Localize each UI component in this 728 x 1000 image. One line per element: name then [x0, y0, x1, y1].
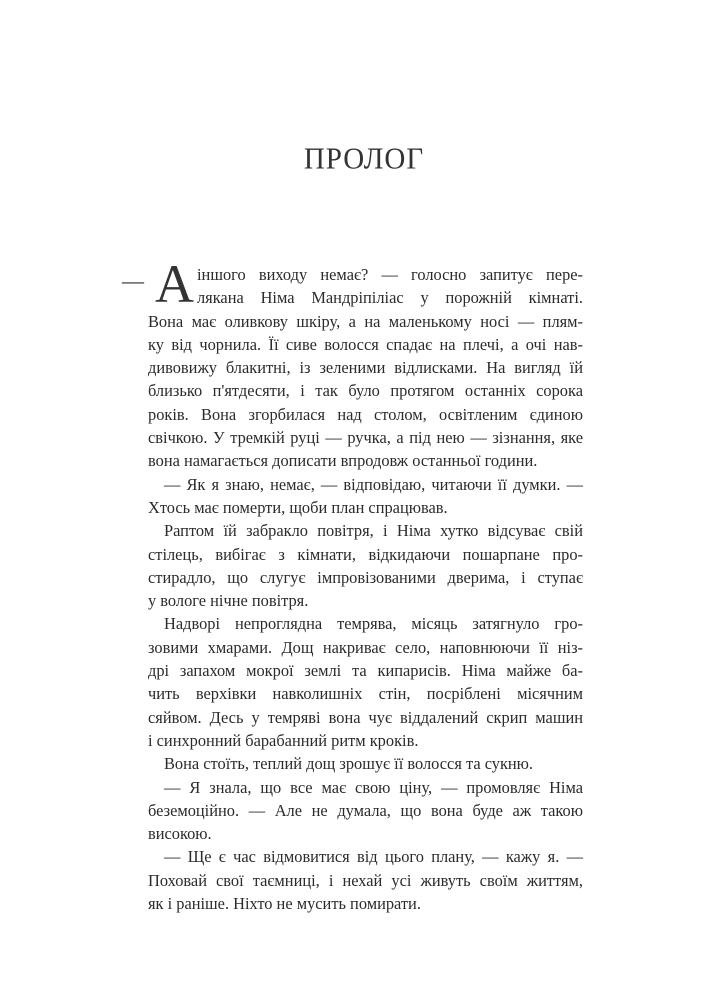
text-line: стирадло, що слугує імпровізованими дверима, і ступає — [148, 567, 583, 587]
paragraph — [148, 519, 583, 612]
text-line: чить верхівки навколишніх стін, посріблені місячним — [148, 684, 583, 704]
paragraph — [148, 845, 583, 915]
text-line: Хтось має померти, щоби план спрацював. — [148, 497, 448, 517]
text-line: — Я знала, що все має свою ціну, — промовляє Німа — [164, 777, 583, 797]
text-line: Надворі непроглядна темрява, місяць затягнуло гро- — [164, 614, 583, 634]
chapter-body — [122, 254, 583, 915]
chapter-title: ПРОЛОГ — [303, 142, 425, 177]
paragraph — [148, 612, 583, 752]
paragraph — [148, 473, 583, 520]
text-line: лякана Німа Мандріпіліас у порожній кімнаті. — [197, 288, 583, 308]
text-line: іншого виходу немає? — голосно запитує пере- — [197, 265, 583, 284]
text-line: і синхронний барабанний ритм кроків. — [148, 730, 419, 750]
text-line: ку від чорнила. Її сиве волосся спадає на плечі, а очі нав- — [148, 334, 583, 354]
text-line: Вона стоїть, теплий дощ зрошує її волосся та сукню. — [164, 754, 534, 774]
text-line: — Як я знаю, немає, — відповідаю, читаючи її думки. — — [164, 474, 583, 494]
text-line: дрі запахом мокрої землі та кипарисів. Німа майже ба- — [148, 661, 583, 681]
text-line: близько п'ятдесяти, і так було протягом останніх сорока — [148, 381, 583, 401]
text-line: зовими хмарами. Дощ накриває село, наповнюючи її ніз- — [148, 637, 583, 657]
text-line: сяйвом. Десь у темряві вона чує віддалений скрип машин — [148, 707, 583, 727]
text-line: Раптом їй забракло повітря, і Німа хутко відсуває свій — [164, 521, 583, 541]
text-line: вона намагається дописати впродовж останньої години. — [148, 451, 538, 471]
text-line: — Ще є час відмовитися від цього плану, — кажу я. — — [164, 847, 583, 867]
text-line: беземоційно. — Але не думала, що вона буде аж такою — [148, 800, 583, 820]
paragraph — [148, 263, 583, 473]
text-line: у вологе нічне повітря. — [148, 591, 309, 611]
text-line: свічкою. У тремкій руці — ручка, а під нею — зізнання, яке — [148, 428, 583, 448]
paragraph — [148, 776, 583, 846]
opening-dash: — — [122, 268, 144, 293]
text-line: Поховай свої таємниці, і нехай усі живуть своїм життям, — [148, 870, 583, 890]
text-line: років. Вона згорбилася над столом, освітленим єдиною — [148, 404, 583, 424]
chapter-text — [148, 263, 583, 915]
text-line: Вона має оливкову шкіру, а на маленькому носі — плям- — [148, 311, 583, 331]
text-line: високою. — [148, 824, 212, 844]
text-line: стілець, вибігає з кімнати, відкидаючи пошарпане про- — [148, 544, 583, 564]
text-line: як і раніше. Ніхто не мусить помирати. — [148, 894, 421, 914]
paragraph — [148, 752, 583, 775]
drop-cap: А — [155, 254, 194, 314]
text-line: дивовижу блакитні, із зеленими відлисками. На вигляд їй — [148, 358, 583, 378]
